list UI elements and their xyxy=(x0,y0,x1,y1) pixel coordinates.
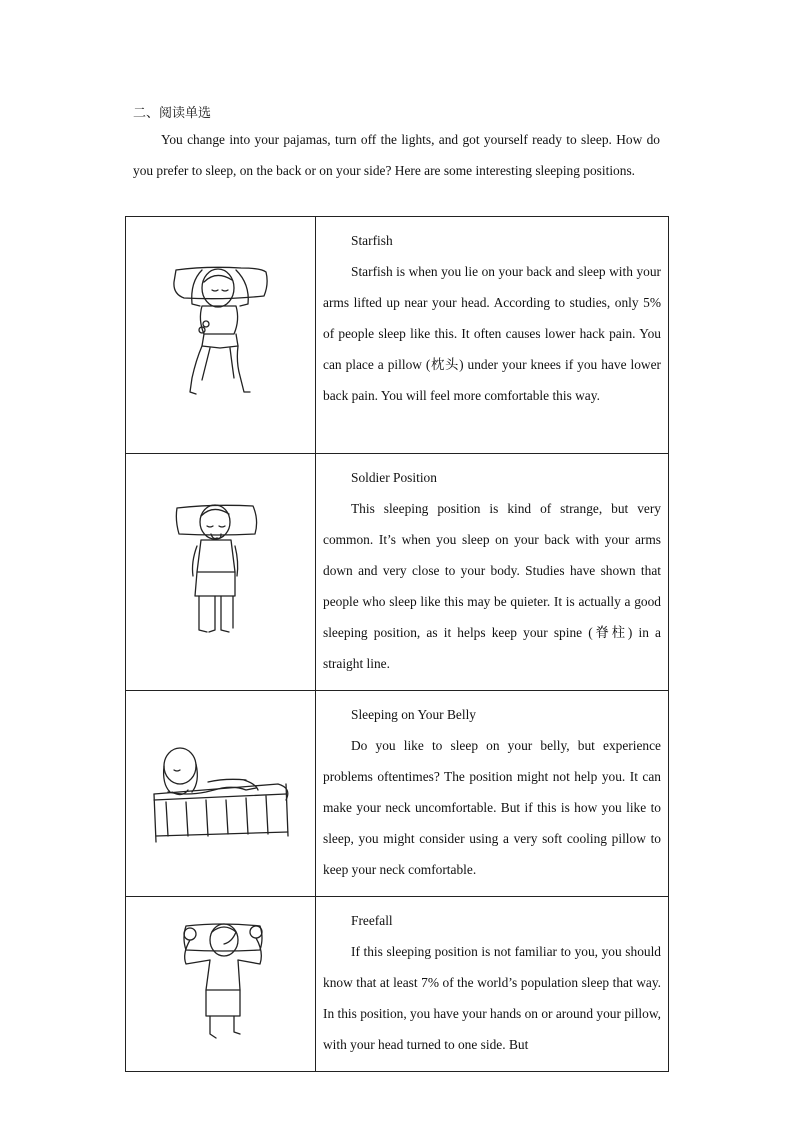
position-text-cell xyxy=(316,897,669,1072)
position-description: Starfish is when you lie on your back and sleep with your arms lifted up near your head. According to studies, only 5% of people sleep like this. It often causes lower hack pain. You can place a pillow (枕头) under your knees if you have lower back pain. You will feel more comfortable this way. xyxy=(323,264,661,403)
illustration-cell xyxy=(126,691,316,897)
position-title: Starfish xyxy=(351,233,393,248)
position-text-cell xyxy=(316,217,669,454)
position-text-cell xyxy=(316,691,669,897)
illustration-cell xyxy=(126,454,316,691)
table-row xyxy=(126,897,669,1072)
position-description: Do you like to sleep on your belly, but experience problems oftentimes? The position might not help you. It can make your neck uncomfortable. But if this is how you like to sleep, you might consider using a very soft cooling pillow to keep your neck comfortable. xyxy=(323,738,661,877)
position-title: Soldier Position xyxy=(351,470,437,485)
freefall-sleeper-illustration xyxy=(176,920,266,1048)
table-row xyxy=(126,217,669,454)
table-row xyxy=(126,691,669,897)
position-title: Sleeping on Your Belly xyxy=(351,707,476,722)
position-text-cell xyxy=(316,454,669,691)
intro-paragraph: You change into your pajamas, turn off the lights, and got yourself ready to sleep. How do you prefer to sleep, on the back or on your side? Here are some interesting sleeping positions. xyxy=(133,132,660,178)
position-description: If this sleeping position is not familiar to you, you should know that at least 7% of the world’s population sleep that way. In this position, you have your hands on or around your pillow, with your head turned to one side. But xyxy=(323,944,661,1052)
illustration-cell xyxy=(126,217,316,454)
soldier-sleeper-illustration xyxy=(173,498,269,646)
table-row xyxy=(126,454,669,691)
position-description: This sleeping position is kind of strange, but very common. It’s when you sleep on your back with your arms down and very close to your body. Studies have shown that people who sleep like this may be quieter. It is actually a good sleeping position, as it helps keep your spine (脊柱) in a straight line. xyxy=(323,501,661,671)
sleeping-positions-table xyxy=(125,216,669,1072)
starfish-sleeper-illustration xyxy=(166,260,276,410)
section-title: 二、阅读单选 xyxy=(133,106,212,121)
position-title: Freefall xyxy=(351,913,393,928)
belly-sleeper-illustration xyxy=(146,744,296,844)
illustration-cell xyxy=(126,897,316,1072)
